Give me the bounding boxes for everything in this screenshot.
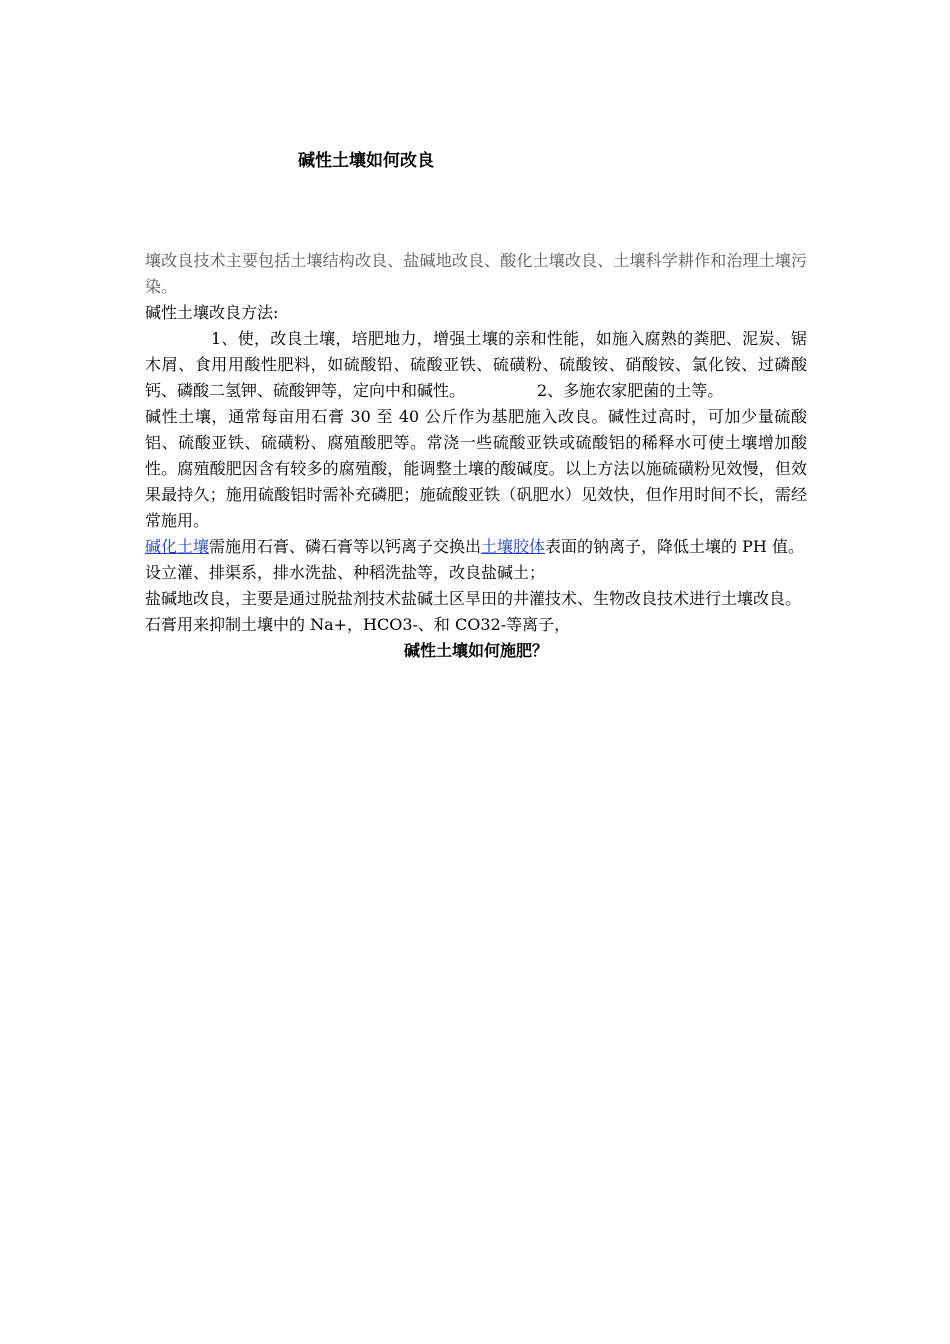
document-body: [145, 248, 807, 664]
method-1-text: 1、使，改良土壤，培肥地力，增强土壤的亲和性能，如施入腐熟的粪肥、泥炭、锯木屑、食用用酸性肥料，如硫酸铅、硫酸亚铁、硫磺粉、硫酸铵、硝酸铵、氯化铵、过磷酸钙、磷酸二氢钾、硫酸钾等，定向中和碱性。: [145, 329, 807, 400]
sodic-text-part-1: 需施用石膏、磷石膏等以钙离子交换出: [209, 537, 482, 556]
sodic-soil-link[interactable]: 碱化土壤: [145, 537, 210, 556]
sodic-soil-paragraph: [145, 534, 807, 560]
soil-colloid-link[interactable]: 土壤胶体: [481, 537, 546, 556]
irrigation-paragraph: 设立灌、排渠系，排水洗盐、种稻洗盐等，改良盐碱土；: [145, 563, 546, 582]
fertilizing-subtitle: 碱性土壤如何施肥？: [403, 641, 548, 660]
sodic-text-part-2: 表面的钠离子，降低土壤的 PH 值。: [545, 537, 804, 556]
methods-heading: 碱性土壤改良方法:: [145, 303, 279, 322]
gypsum-ions-paragraph: 石膏用来抑制土壤中的 Na+，HCO3-、和 CO32-等离子，: [145, 615, 571, 634]
method-2-text: 2、多施农家肥菌的土等。: [537, 381, 724, 400]
gypsum-paragraph: 碱性土壤，通常每亩用石膏 30 至 40 公斤作为基肥施入改良。碱性过高时，可加少量硫酸铝、硫酸亚铁、硫磺粉、腐殖酸肥等。常浇一些硫酸亚铁或硫酸铝的稀释水可使土壤增加酸性。腐殖酸肥因含有较多的腐殖酸，能调整土壤的酸碱度。以上方法以施硫磺粉见效慢，但效果最持久；施用硫酸铝时需补充磷肥；施硫酸亚铁（矾肥水）见效快，但作用时间不长，需经常施用。: [145, 407, 807, 530]
intro-paragraph: 壤改良技术主要包括土壤结构改良、盐碱地改良、酸化土壤改良、土壤科学耕作和治理土壤污染。: [145, 251, 807, 296]
methods-paragraph: [145, 326, 807, 404]
saline-alkali-paragraph: 盐碱地改良，主要是通过脱盐剂技术盐碱土区旱田的井灌技术、生物改良技术进行土壤改良。: [145, 589, 802, 608]
page-title: 碱性土壤如何改良: [298, 151, 434, 171]
